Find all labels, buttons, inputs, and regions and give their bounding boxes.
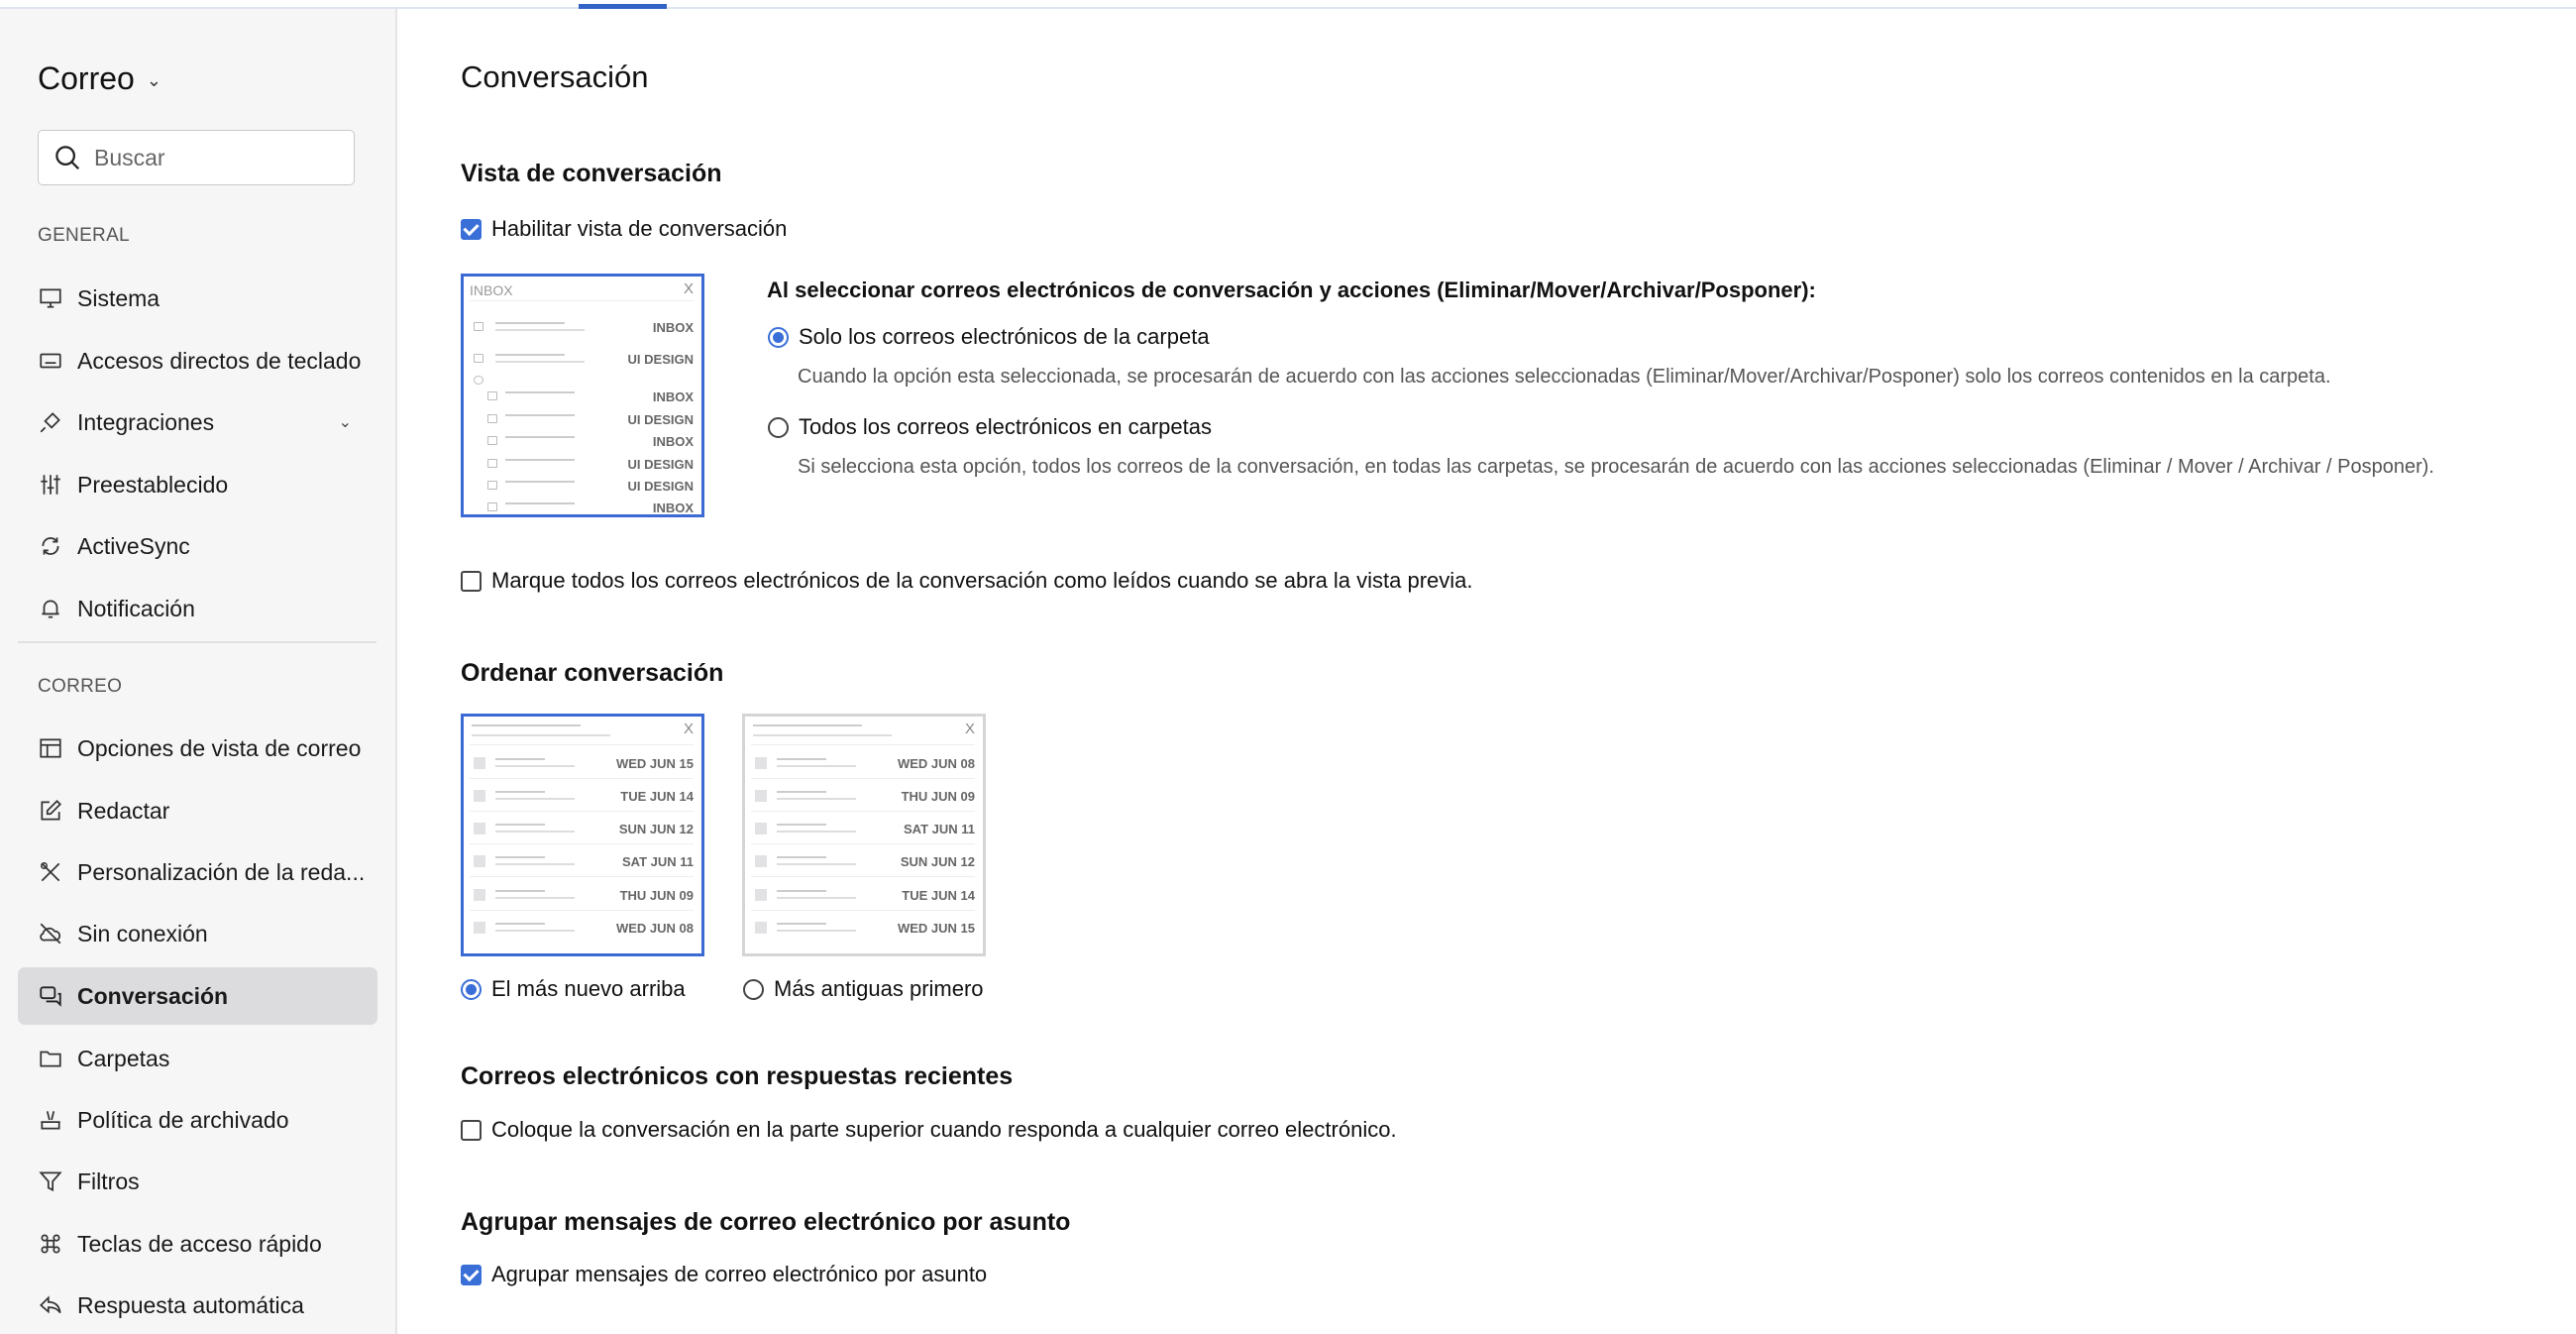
sidebar-item-label: Notificación — [77, 595, 195, 621]
sidebar-item-label: Política de archivado — [77, 1106, 289, 1133]
sidebar-item-compose-customization[interactable] — [18, 843, 377, 901]
sidebar-item-label: Opciones de vista de correo — [77, 734, 362, 761]
mark-read-checkbox-row[interactable] — [461, 568, 1473, 594]
sidebar — [0, 9, 397, 1334]
sidebar-item-carpetas[interactable] — [18, 1030, 377, 1087]
sidebar-item-notificacion[interactable] — [18, 580, 377, 637]
preview-row: SUN JUN 12 — [470, 820, 694, 839]
section-heading-conversation-view: Vista de conversación — [461, 160, 722, 187]
preview-row: INBOX — [470, 499, 694, 518]
sort-newest-radio[interactable] — [461, 976, 686, 1002]
oldest-first-preview[interactable] — [742, 714, 986, 956]
checkbox-unchecked[interactable] — [461, 1120, 482, 1141]
group-subject-checkbox-row[interactable] — [461, 1262, 987, 1287]
checkbox-label: Agrupar mensajes de correo electrónico por asunto — [491, 1262, 988, 1286]
preview-row: WED JUN 08 — [751, 754, 975, 774]
page-title: Conversación — [461, 59, 649, 94]
sidebar-item-activesync[interactable] — [18, 517, 377, 575]
preview-row: UI DESIGN — [470, 477, 694, 497]
sidebar-item-label: Personalización de la reda... — [77, 858, 366, 885]
sidebar-item-archive-policy[interactable] — [18, 1091, 377, 1149]
conversation-preview-image — [461, 274, 704, 517]
option-folder-only-radio[interactable] — [768, 324, 1210, 350]
sidebar-item-label: Conversación — [77, 982, 229, 1009]
preview-close-icon: X — [683, 280, 694, 297]
sidebar-item-redactar[interactable] — [18, 782, 377, 839]
preview-row: UI DESIGN — [470, 410, 694, 430]
preview-row: THU JUN 09 — [470, 886, 694, 906]
conversation-icon — [38, 983, 63, 1009]
sidebar-item-integraciones[interactable] — [18, 393, 377, 451]
keyboard-icon — [38, 348, 63, 374]
radio-label: Todos los correos electrónicos en carpetas — [799, 414, 1212, 439]
folder-icon — [38, 1046, 63, 1071]
preview-row: WED JUN 15 — [470, 754, 694, 774]
preview-row: TUE JUN 14 — [751, 886, 975, 906]
sidebar-item-sistema[interactable] — [18, 270, 377, 327]
preview-row: UI DESIGN — [470, 350, 694, 370]
chevron-down-icon[interactable]: ⌄ — [338, 414, 352, 431]
section-heading-recent-replies: Correos electrónicos con respuestas recientes — [461, 1062, 1014, 1090]
sidebar-item-label: Carpetas — [77, 1045, 170, 1071]
group-heading-correo: CORREO — [38, 676, 123, 697]
actions-title: Al seleccionar correos electrónicos de conversación y acciones (Eliminar/Mover/Archivar/Posponer): — [767, 278, 1816, 302]
sliders-icon — [38, 472, 63, 498]
radio-selected[interactable] — [768, 327, 789, 348]
sidebar-item-label: Respuesta automática — [77, 1291, 304, 1318]
sync-icon — [38, 533, 63, 559]
sidebar-item-sin-conexion[interactable] — [18, 905, 377, 962]
preview-row: WED JUN 08 — [470, 919, 694, 939]
sidebar-item-hotkeys[interactable] — [18, 1215, 377, 1273]
radio-selected[interactable] — [461, 979, 482, 1000]
sidebar-item-label: Redactar — [77, 797, 170, 824]
top-bar — [0, 0, 2576, 9]
command-icon — [38, 1231, 63, 1257]
auto-reply-icon — [38, 1292, 63, 1318]
sidebar-item-mail-view-options[interactable] — [18, 720, 377, 777]
monitor-icon — [38, 285, 63, 311]
preview-close-icon: X — [964, 721, 975, 737]
radio-label: El más nuevo arriba — [491, 976, 686, 1001]
search-box[interactable] — [38, 130, 355, 185]
option-all-folders-desc: Si selecciona esta opción, todos los correos de la conversación, en todas las carpetas, se procesarán de acuerdo con las acciones seleccionadas (Eliminar / Mover / Archivar / Posponer). — [798, 456, 2434, 478]
preview-row: INBOX — [470, 432, 694, 452]
sidebar-item-preestablecido[interactable] — [18, 456, 377, 513]
newest-first-preview[interactable] — [461, 714, 704, 956]
section-heading-sort: Ordenar conversación — [461, 659, 724, 687]
sidebar-item-auto-reply[interactable] — [18, 1277, 377, 1334]
radio-label: Más antiguas primero — [774, 976, 984, 1001]
tools-icon — [38, 859, 63, 885]
preview-close-icon: X — [683, 721, 694, 737]
option-all-folders-radio[interactable] — [768, 414, 1212, 440]
compose-icon — [38, 798, 63, 824]
sidebar-item-label: Accesos directos de teclado — [77, 347, 362, 374]
checkbox-checked[interactable] — [461, 219, 482, 240]
search-input[interactable] — [94, 145, 342, 171]
app-switcher[interactable] — [38, 60, 161, 97]
sidebar-item-label: Integraciones — [77, 408, 215, 435]
checkbox-checked[interactable] — [461, 1265, 482, 1285]
checkbox-unchecked[interactable] — [461, 571, 482, 592]
preview-row: SUN JUN 12 — [751, 852, 975, 872]
archive-icon — [38, 1107, 63, 1133]
section-heading-group-subject: Agrupar mensajes de correo electrónico por asunto — [461, 1208, 1071, 1236]
preview-row: INBOX — [470, 388, 694, 407]
preview-row: TUE JUN 14 — [470, 787, 694, 807]
preview-header: INBOX — [470, 282, 513, 298]
group-heading-general: GENERAL — [38, 225, 130, 246]
sidebar-item-label: Filtros — [77, 1167, 140, 1194]
filter-icon — [38, 1168, 63, 1194]
sidebar-item-filtros[interactable] — [18, 1153, 377, 1210]
search-icon — [53, 143, 82, 172]
checkbox-label: Coloque la conversación en la parte superior cuando responda a cualquier correo electrónico. — [491, 1117, 1397, 1142]
sidebar-item-label: Teclas de acceso rápido — [77, 1230, 322, 1257]
sort-oldest-radio[interactable] — [743, 976, 984, 1002]
offline-icon — [38, 921, 63, 946]
enable-conversation-view-checkbox[interactable] — [461, 216, 787, 242]
app-title: Correo — [38, 60, 135, 96]
sidebar-item-conversacion[interactable] — [18, 967, 377, 1025]
sidebar-item-label: Preestablecido — [77, 471, 229, 498]
bell-icon — [38, 596, 63, 621]
preview-row: UI DESIGN — [470, 455, 694, 475]
radio-unselected[interactable] — [743, 979, 764, 1000]
radio-label: Solo los correos electrónicos de la carpeta — [799, 324, 1210, 349]
chevron-down-icon: ⌄ — [146, 70, 161, 90]
plug-icon — [38, 409, 63, 435]
option-folder-only-desc: Cuando la opción esta seleccionada, se procesarán de acuerdo con las acciones seleccionadas (Eliminar/Mover/Archivar/Posponer) solo los correos contenidos en la carpeta. — [798, 366, 2331, 388]
sidebar-item-keyboard-shortcuts[interactable] — [18, 332, 377, 389]
checkbox-label: Marque todos los correos electrónicos de la conversación como leídos cuando se abra la vista previa. — [491, 568, 1473, 593]
recent-replies-checkbox-row[interactable] — [461, 1117, 1397, 1143]
active-tab-indicator — [579, 4, 667, 9]
preview-row: THU JUN 09 — [751, 787, 975, 807]
sidebar-item-label: Sin conexión — [77, 920, 208, 946]
sidebar-item-label: ActiveSync — [77, 532, 190, 559]
layout-icon — [38, 735, 63, 761]
sidebar-divider — [18, 641, 376, 643]
sidebar-item-label: Sistema — [77, 284, 161, 311]
preview-row: WED JUN 15 — [751, 919, 975, 939]
preview-row: SAT JUN 11 — [751, 820, 975, 839]
radio-unselected[interactable] — [768, 417, 789, 438]
checkbox-label: Habilitar vista de conversación — [491, 216, 788, 241]
preview-row: INBOX — [470, 318, 694, 338]
preview-row: SAT JUN 11 — [470, 852, 694, 872]
